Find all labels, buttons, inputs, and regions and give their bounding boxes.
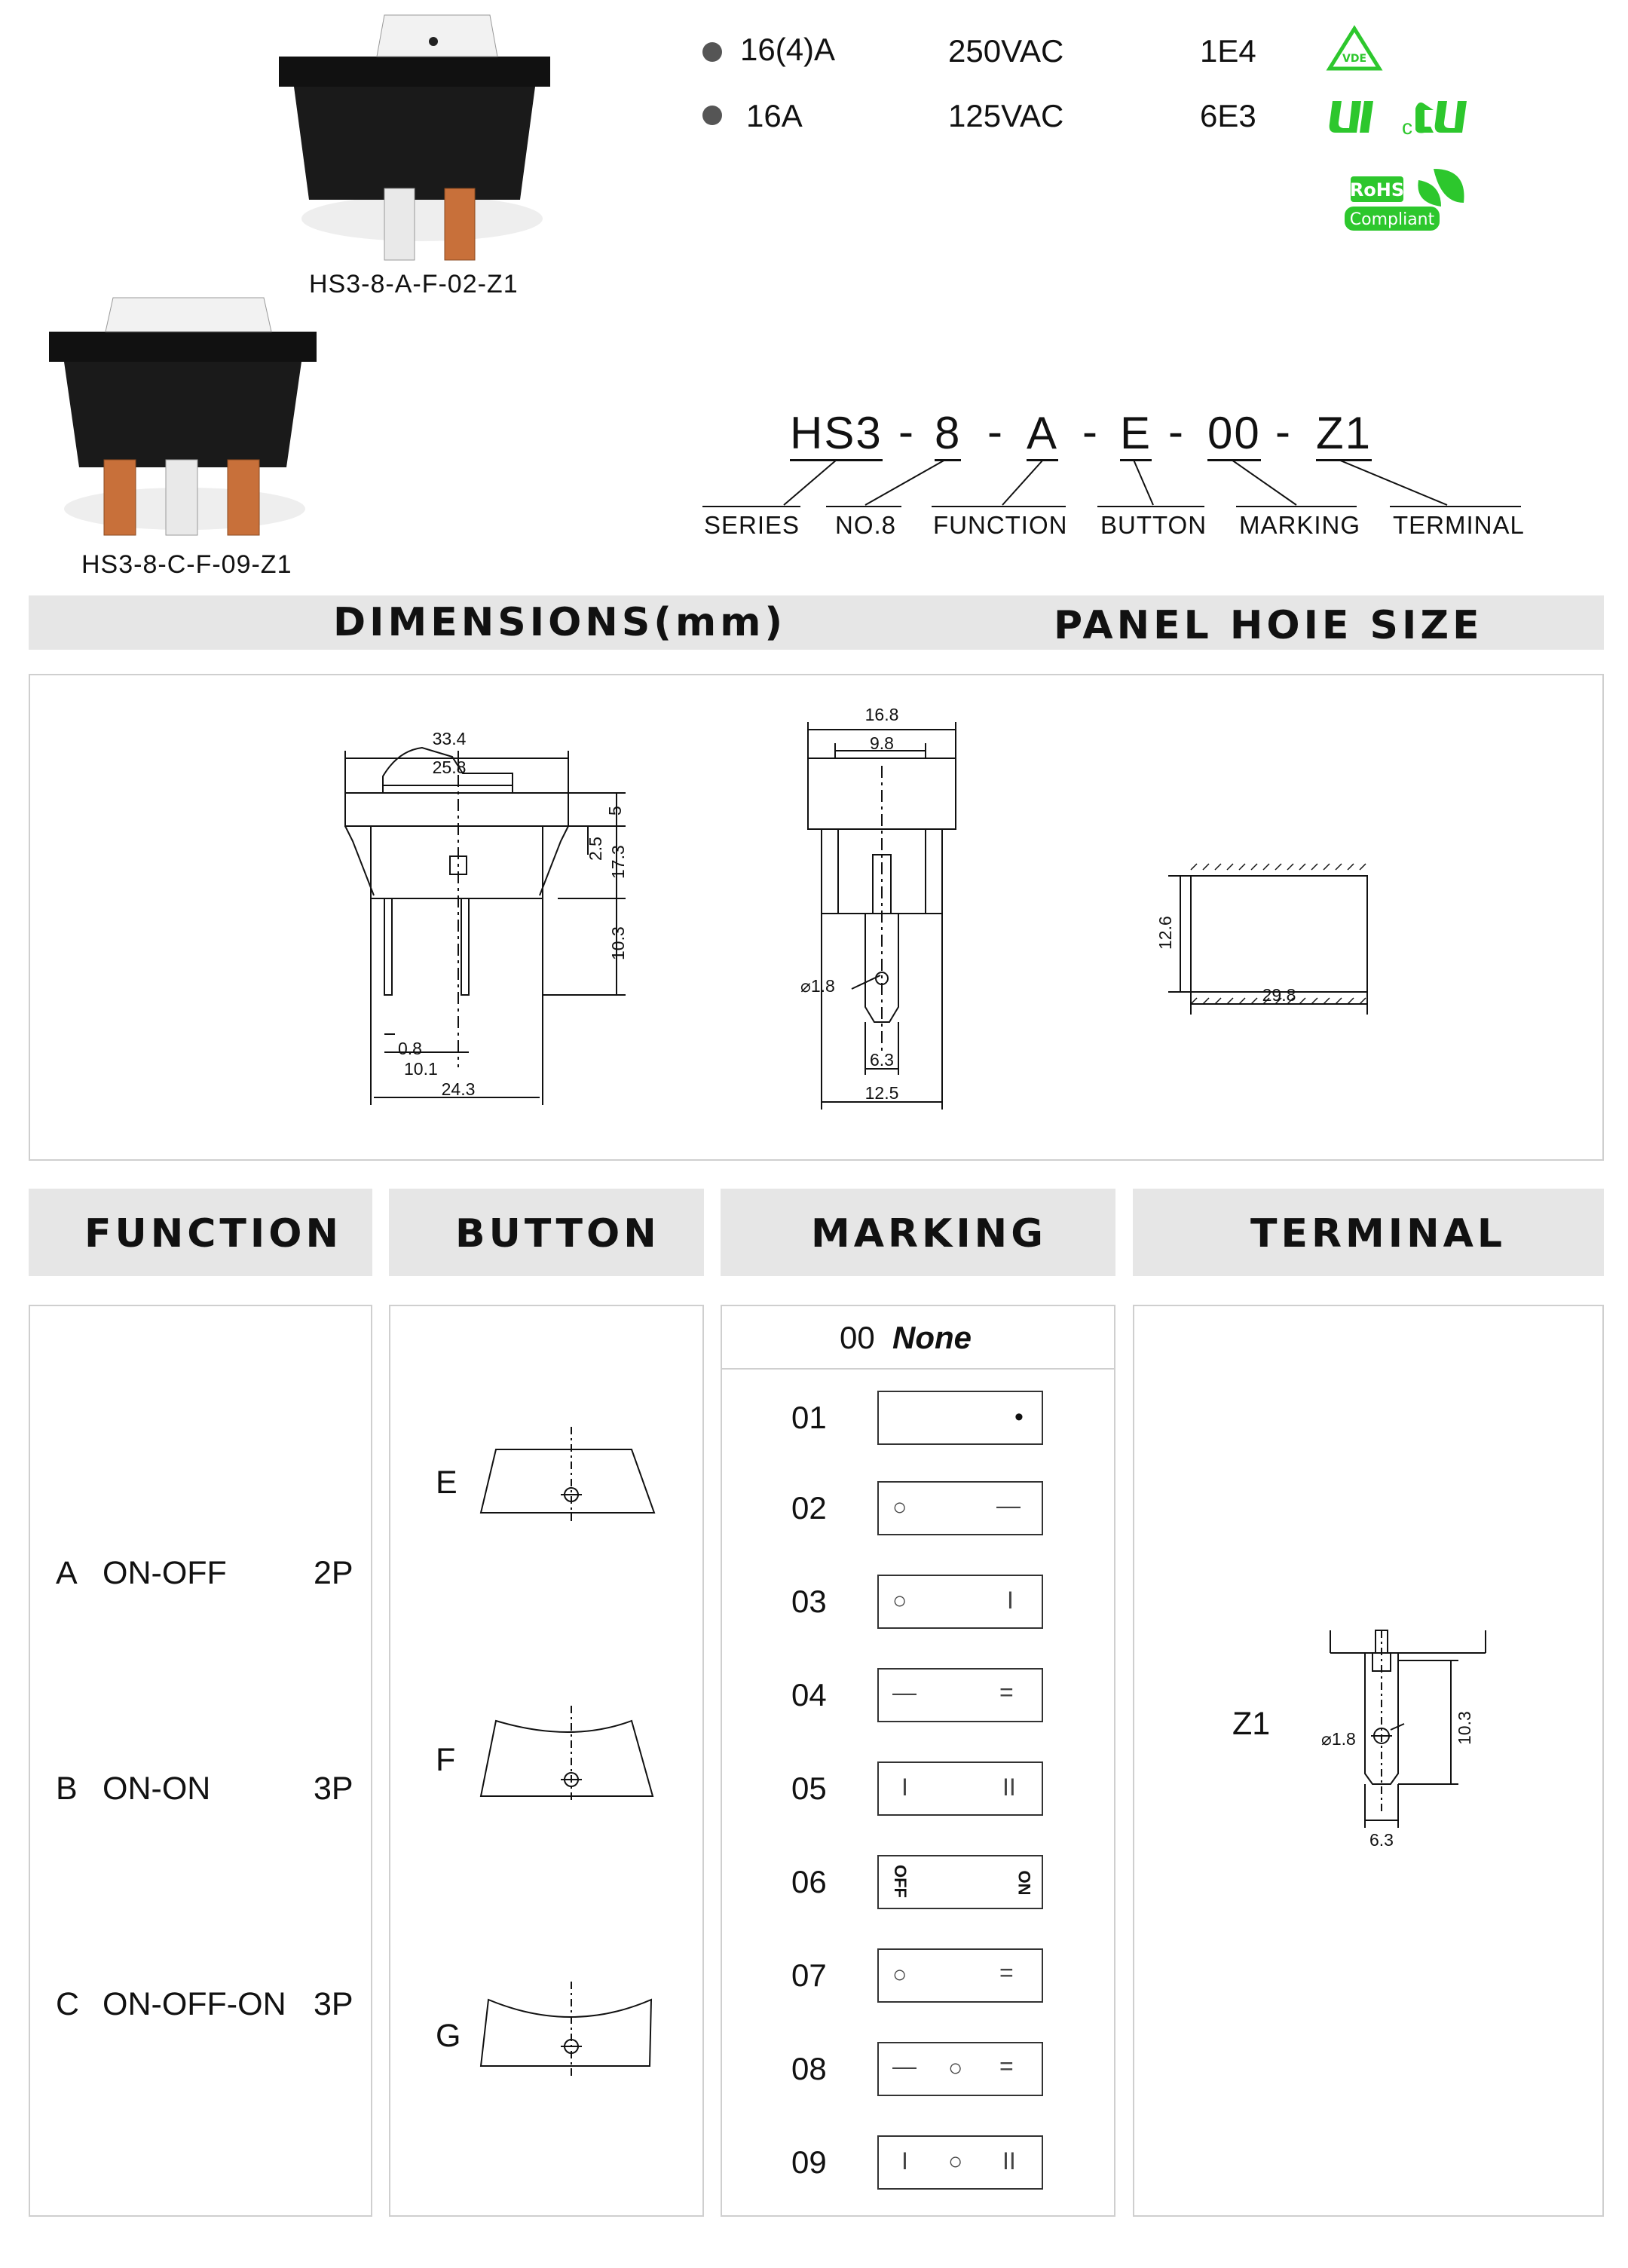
function-name: ON-OFF-ON <box>103 1986 286 2022</box>
marking-right-symbol: = <box>999 1679 1014 1706</box>
marking-left-symbol: — <box>892 2052 917 2080</box>
button-shape-curved-icon <box>481 1974 669 2087</box>
terminal-panel <box>1133 1305 1604 2217</box>
rating-cycles: 1E4 <box>1200 33 1256 69</box>
dim-label: 5 <box>605 806 625 816</box>
part-leader-lines <box>0 0 1628 543</box>
label-no: NO.8 <box>835 511 897 539</box>
dim-label: 12.6 <box>1155 916 1175 950</box>
svg-text:RoHS: RoHS <box>1349 179 1405 200</box>
marking-none-label: None <box>892 1320 972 1355</box>
label-terminal: TERMINAL <box>1393 511 1525 539</box>
marking-right-symbol: I <box>1007 1587 1014 1614</box>
dim-label: 25.8 <box>432 758 467 777</box>
function-name: ON-OFF <box>103 1555 227 1591</box>
label-button: BUTTON <box>1100 511 1207 539</box>
svg-text:VDE: VDE <box>1342 53 1367 65</box>
terminal-header <box>1133 1189 1604 1276</box>
button-code: F <box>436 1742 456 1778</box>
rating-current: 16(4)A <box>740 32 836 67</box>
marking-code: 02 <box>791 1490 827 1526</box>
marking-right-symbol: — <box>996 1492 1021 1519</box>
button-shape-flat-icon <box>481 1419 669 1525</box>
marking-code: 06 <box>791 1864 827 1899</box>
marking-row <box>722 1761 1114 1817</box>
terminal-height-label: 10.3 <box>1455 1711 1474 1745</box>
marking-row <box>722 1855 1114 1911</box>
button-code: E <box>436 1465 457 1501</box>
marking-row <box>722 1575 1114 1630</box>
dim-label: 12.5 <box>864 1083 899 1103</box>
svg-text:c: c <box>1402 115 1412 139</box>
dim-label: 24.3 <box>441 1079 476 1099</box>
button-panel <box>389 1305 704 2217</box>
marking-symbol-box <box>877 1481 1043 1535</box>
marking-right-symbol: = <box>999 2052 1014 2080</box>
dimensions-title: DIMENSIONS(mm) <box>333 600 787 645</box>
marking-none-row <box>722 1306 1114 1370</box>
function-poles: 2P <box>314 1555 353 1591</box>
function-row <box>56 1555 357 1592</box>
dim-label: 10.3 <box>608 926 628 960</box>
marking-left-symbol: ○ <box>892 1960 907 1988</box>
terminal-code: Z1 <box>1232 1706 1271 1742</box>
dim-label: 16.8 <box>864 705 899 724</box>
terminal-drawing <box>1315 1623 1511 1849</box>
rating-voltage: 125VAC <box>948 98 1064 133</box>
marking-row <box>722 1391 1114 1446</box>
part-segment-series: HS3 <box>790 407 883 461</box>
function-title: FUNCTION <box>84 1211 342 1256</box>
panel-hole-title: PANEL HOIE SIZE <box>1054 603 1483 648</box>
marking-code: 08 <box>791 2051 827 2086</box>
marking-mid-symbol: ○ <box>948 2147 963 2175</box>
dim-label: 29.8 <box>1262 985 1296 1005</box>
marking-symbol-box <box>877 1668 1043 1722</box>
dim-label: 17.3 <box>608 845 628 879</box>
marking-symbol-box <box>877 1575 1043 1629</box>
marking-row <box>722 2135 1114 2191</box>
part-segment-button: E <box>1120 407 1152 461</box>
rating-current: 16A <box>746 98 803 133</box>
part-segment-no: 8 <box>935 407 961 461</box>
marking-symbol-box <box>877 1855 1043 1909</box>
marking-row <box>722 1481 1114 1537</box>
function-row <box>56 1771 357 1807</box>
marking-title: MARKING <box>811 1211 1047 1256</box>
marking-left-symbol: OFF <box>891 1865 910 1898</box>
terminal-hole-label: ⌀1.8 <box>1321 1729 1356 1749</box>
marking-symbol-box <box>877 1761 1043 1816</box>
dim-label: 10.1 <box>404 1059 438 1079</box>
dim-label: 0.8 <box>398 1039 422 1058</box>
function-header <box>29 1189 372 1276</box>
marking-code: 07 <box>791 1957 827 1993</box>
marking-code: 05 <box>791 1771 827 1806</box>
marking-right-symbol: ON <box>1014 1870 1034 1896</box>
marking-row <box>722 1668 1114 1724</box>
marking-code: 04 <box>791 1677 827 1712</box>
rating-voltage: 250VAC <box>948 33 1064 69</box>
marking-symbol-box <box>877 2135 1043 2190</box>
button-title: BUTTON <box>455 1211 660 1256</box>
marking-symbol-box <box>877 1948 1043 2003</box>
marking-right-symbol: II <box>1002 1774 1016 1801</box>
label-series: SERIES <box>704 511 800 539</box>
marking-none-code: 00 <box>840 1320 875 1355</box>
svg-text:Compliant: Compliant <box>1349 210 1435 229</box>
front-view-drawing <box>30 675 1605 1162</box>
part-segment-function: A <box>1027 407 1058 461</box>
dim-label: 9.8 <box>870 733 894 753</box>
marking-left-symbol: I <box>901 2147 908 2175</box>
terminal-title: TERMINAL <box>1250 1211 1507 1256</box>
marking-symbol-box <box>877 2042 1043 2096</box>
button-header <box>389 1189 704 1276</box>
function-panel <box>29 1305 372 2217</box>
function-poles: 3P <box>314 1986 353 2022</box>
part-segment-marking: 00 <box>1207 407 1261 461</box>
marking-symbol-box <box>877 1391 1043 1445</box>
function-code: B <box>56 1771 78 1807</box>
part-segment-terminal: Z1 <box>1316 407 1372 461</box>
part-separator: - <box>987 406 1004 457</box>
marking-left-symbol: I <box>901 1774 908 1801</box>
marking-left-symbol: ○ <box>892 1587 907 1614</box>
function-row <box>56 1986 357 2023</box>
marking-left-symbol: — <box>892 1679 917 1706</box>
terminal-width-label: 6.3 <box>1369 1830 1394 1850</box>
button-code: G <box>436 2018 461 2054</box>
marking-row <box>722 1948 1114 2004</box>
part-separator: - <box>1275 406 1292 457</box>
part-separator: - <box>898 406 915 457</box>
marking-code: 09 <box>791 2144 827 2180</box>
dim-label: 6.3 <box>870 1050 894 1070</box>
marking-mid-symbol: ○ <box>948 2054 963 2081</box>
marking-header <box>721 1189 1115 1276</box>
marking-right-symbol: • <box>1014 1403 1024 1431</box>
dim-label: 33.4 <box>432 729 467 748</box>
part-separator: - <box>1168 406 1185 457</box>
dimensions-panel <box>29 674 1604 1161</box>
dim-label: 2.5 <box>586 837 605 861</box>
marking-right-symbol: II <box>1002 2147 1016 2175</box>
marking-code: 03 <box>791 1584 827 1619</box>
dim-label: ⌀1.8 <box>800 976 835 996</box>
marking-row <box>722 2042 1114 2098</box>
part-separator: - <box>1082 406 1099 457</box>
marking-code: 01 <box>791 1400 827 1435</box>
label-function: FUNCTION <box>933 511 1068 539</box>
marking-panel <box>721 1305 1115 2217</box>
product-caption-1: HS3-8-A-F-02-Z1 <box>309 270 519 298</box>
marking-left-symbol: ○ <box>892 1493 907 1520</box>
label-marking: MARKING <box>1239 511 1361 539</box>
product-caption-2: HS3-8-C-F-09-Z1 <box>81 550 292 579</box>
rating-cycles: 6E3 <box>1200 98 1256 133</box>
function-code: C <box>56 1986 80 2022</box>
dimensions-header-bar <box>29 595 1604 650</box>
button-shape-concave-icon <box>481 1698 669 1811</box>
function-poles: 3P <box>314 1771 353 1807</box>
marking-right-symbol: = <box>999 1959 1014 1986</box>
function-code: A <box>56 1555 78 1591</box>
function-name: ON-ON <box>103 1771 211 1807</box>
